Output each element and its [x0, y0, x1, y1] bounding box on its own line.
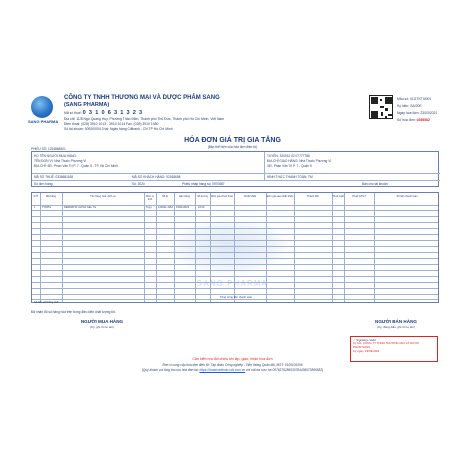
- seller-sign-hint: (Ký, đóng dấu, ghi rõ họ tên): [376, 325, 416, 329]
- company-logo-icon: [31, 96, 53, 118]
- header-qty: Số lượng: [197, 195, 208, 198]
- row1-name: DERMATIX ULTRA GEL 7G: [64, 206, 97, 209]
- header-price-after-discount: Đơn giá sau chiết khấu: [266, 195, 294, 198]
- buyer-sign-hint: (Ký, ghi rõ họ tên): [90, 325, 114, 329]
- stamp-date: Ký ngày: 23/03/2021: [353, 349, 380, 354]
- seller-sign-title: NGƯỜI BÁN HÀNG: [375, 319, 417, 324]
- row1-unit: Tuýp: [146, 206, 152, 209]
- tax-code-label: Mã số thuế:: [64, 111, 82, 115]
- footer-warning: Cần kiểm tra đối chiếu khi lập, giao, nhận hóa đơn: [192, 357, 273, 361]
- buyer-info-box: [31, 151, 439, 187]
- total-label: Tổng cộng tiền thanh toán: [219, 295, 253, 299]
- company-phone: Điện thoại: (028) 3910 1013 - 3910 1014 Fax: (028) 3910 1480: [64, 122, 159, 126]
- tax-code-value: 0 3 1 0 6 3 1 3 2 3: [82, 110, 143, 116]
- row1-expiry: 15/01/2023: [176, 206, 189, 209]
- tax-code-line: [64, 110, 143, 116]
- buyer-signature: [62, 319, 142, 329]
- amount-in-words: Số tiền viết bằng chữ:: [34, 300, 60, 304]
- row1-qty: 10,00: [198, 206, 205, 209]
- watermark-text: SANG PHARMA: [196, 279, 269, 288]
- header-vat-rate: Thuế suất: [332, 195, 344, 198]
- sold-to-account: Bán cho tài khoản:: [362, 182, 389, 186]
- header-stt: STT: [33, 195, 39, 198]
- invoice-date: Ngày hóa đơn: 23/03/2021: [397, 111, 438, 115]
- order-no: Số đơn hàng:: [34, 182, 54, 186]
- qr-code-icon: [369, 95, 393, 119]
- delivery-route: TUYẾN: 320031 02 07777788: [267, 154, 310, 158]
- seller-signature: [348, 319, 444, 329]
- lookup-link[interactable]: https://hoadondientu.sdv.com.vn: [199, 368, 246, 372]
- header-vat: Thuế GTGT: [352, 195, 366, 198]
- buyer-name: HỌ TÊN NGƯỜI MUA HÀNG:: [34, 154, 77, 158]
- header-item-name: Tên hàng hóa, dịch vụ: [90, 195, 116, 198]
- invoice-number-label: Số hóa đơn:: [397, 118, 417, 122]
- buyer-account: MÃ SỐ KHÁCH HÀNG: 92168658: [132, 175, 181, 179]
- invoice-number-value: 0358582: [416, 118, 430, 122]
- buyer-tax: MÃ SỐ THUẾ: 0336681168: [34, 175, 74, 179]
- invoice-form: Mẫu số: 01GTKT0/001: [397, 97, 432, 101]
- stamp-status: Signature Valid: [356, 337, 376, 342]
- buyer-sign-title: NGƯỜI MUA HÀNG: [80, 319, 124, 324]
- form-number: PHIẾU SỐ: 1234868301: [31, 147, 66, 151]
- buyer-address: ĐỊA CHỈ: 4E/- Phan Văn Trị P. 7 - Quận 5 - TP. Hồ Chí Minh: [34, 164, 118, 168]
- company-account: Số tài khoản: 0092000013 tại: Ngân hàng Citibank - CN TP Hồ Chí Minh: [64, 127, 173, 131]
- header-unit-price: Đơn giá chưa thuế: [211, 195, 233, 198]
- logo-caption: SANG PHARMA: [28, 119, 59, 124]
- check-icon: ✓: [353, 337, 356, 342]
- header-lot: Số lô: [162, 195, 168, 198]
- receipt-no: Phiếu nhập hàng số: 0970687: [182, 182, 225, 186]
- row1-lot: 120211-1162: [158, 206, 173, 209]
- company-name: CÔNG TY TNHH THƯƠNG MẠI VÀ DƯỢC PHẨM SANG: [64, 95, 220, 101]
- header-code: Mã hàng: [45, 195, 57, 198]
- header-discount: Chiết khấu: [243, 195, 257, 198]
- company-short-name: (SANG PHARMA): [64, 102, 110, 108]
- payment-method: HÌNH THỨC THANH TOÁN: TM: [267, 175, 313, 179]
- invoice-serial: Ký hiệu: SA/20E: [397, 104, 422, 108]
- header-amount: Thành tiền: [306, 195, 320, 198]
- stamp-signer-2: PHẨM SANG: [353, 345, 371, 350]
- header-unit: Đơn vị tính: [146, 195, 154, 201]
- header-expiry: Hạn dùng: [178, 195, 191, 198]
- row1-code: TT0051: [42, 206, 51, 209]
- stamp-signer: Ký bởi: CÔNG TY TNHH THƯƠNG MẠI VÀ DƯỢC: [353, 341, 420, 346]
- delivery-address-2: 4E/- Phan Văn Trị P. 7 - Quận 5: [267, 164, 312, 168]
- lookup-suffix: với mã tra cứu: ke.0076376286930784436673866582): [245, 368, 324, 372]
- receipt-note: Đã nhận đủ số hàng hóa trên trong điều kiện chất lượng tốt.: [31, 310, 116, 314]
- lookup-prefix: (Quý khách vui lòng tra cứu hóa đơn tại:: [141, 368, 200, 372]
- invoice-number: [397, 118, 430, 122]
- buyer-org: TÊN ĐƠN VỊ: Nhà Thuốc Phương Vi: [34, 159, 87, 163]
- delivery-address: ĐỊA CHỈ GIAO HÀNG: Nhà Thuốc Phương Vi: [267, 159, 331, 163]
- doc-no: Số: 3020: [132, 182, 145, 186]
- invoice-subtitle: (Bản thể hiện của hóa đơn điện tử): [207, 145, 258, 149]
- footer-lookup: [0, 368, 465, 372]
- row1-stt: 1: [34, 206, 36, 209]
- company-address: Địa chỉ: 11/8 Ngô Quang Huy, Phường Thảo Điền, Thành phố Thủ Đức, Thành phố Hồ Chí Minh, Việt Nam: [64, 117, 225, 121]
- watermark-logo-icon: [170, 218, 290, 276]
- header-payable: Số tiền thanh toán: [396, 195, 418, 198]
- footer-provider: Đơn vị cung cấp hóa đơn điện tử: Tập đoàn Công nghiệp - Viễn thông Quân đội, MST: 0100109106: [162, 363, 303, 367]
- invoice-title: HÓA ĐƠN GIÁ TRỊ GIA TĂNG: [184, 137, 281, 144]
